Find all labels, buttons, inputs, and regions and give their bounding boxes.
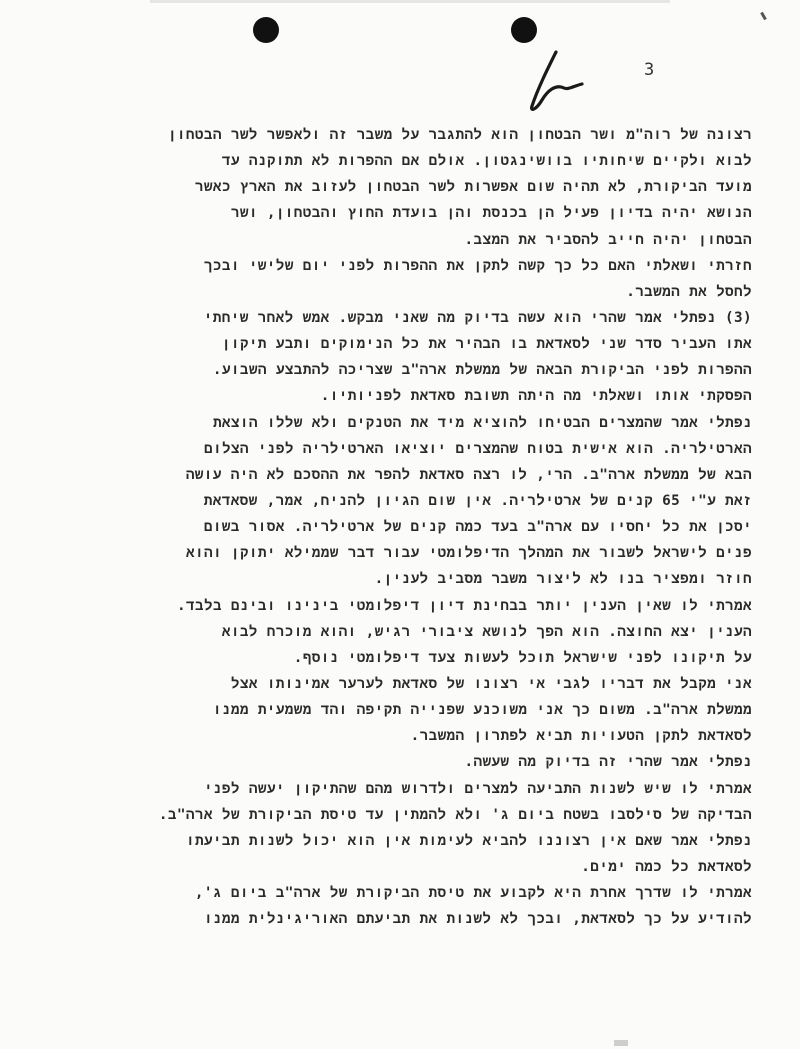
text-line: אמרתי לו שיש לשנות התביעה למצרים ולדרוש מהם שהתיקון יעשה לפני [203, 780, 752, 797]
text-line: ממשלת ארה"ב. משום כך אני משוכנע שפנייה תקיפה והד משמעית ממנו [212, 702, 752, 719]
text-line: רצונה של רוה"מ ושר הבטחון הוא להתגבר על משבר זה ולאפשר לשר הבטחון [167, 127, 752, 143]
text-line: חזרתי ושאלתי האם כל כך קשה לתקן את ההפרות לפני יום שלישי ובכך [203, 257, 752, 274]
text-line: אני מקבל את דבריו לגבי אי רצונו של סאדאת לערער אמינותו אצל [230, 675, 752, 692]
text-line: אמרתי לו שאין הענין יותר בבחינת דיון דיפלומטי בינינו ובינם בלבד. [177, 597, 752, 614]
handwritten-initial [516, 48, 606, 118]
text-line: הפסקתי אותו ושאלתי מה היתה תשובת סאדאת לפניותיו. [320, 388, 752, 405]
text-line: זאת ע"י 65 קנים של ארטילריה. אין שום הגיון להניח, אמר, שסאדאת [203, 492, 752, 509]
text-line: (3) נפתלי אמר שהרי הוא עשה בדיוק מה שאני מבקש. אמש לאחר שיחתי [203, 309, 752, 326]
text-line: הנושא יהיה בדיון פעיל הן בכנסת והן בועדת החוץ והבטחון, ושר [230, 205, 752, 222]
punch-hole [253, 17, 279, 43]
scan-artifact [614, 1040, 628, 1046]
text-line: הבא של ממשלת ארה"ב. הרי, לו רצה סאדאת להפר את ההסכם לא היה עושה [185, 466, 752, 483]
corner-mark [760, 12, 767, 20]
page-number: 3 [644, 60, 655, 80]
text-line: לחסל את המשבר. [626, 283, 752, 300]
text-line: הארטילריה. הוא אישית בטוח שהמצרים יוציאו הארטילריה לפני הצלום [203, 440, 752, 457]
text-line: להודיע על כך לסאדאת, ובכך לא לשנות את תביעתם האוריגינלית ממנו [203, 911, 752, 928]
text-line: מועד הביקורת, לא תהיה שום אפשרות לשר הבטחון לעזוב את הארץ כאשר [194, 179, 752, 196]
text-line: אתו העביר סדר שני לסאדאת בו הבהיר את כל הנימוקים ותבע תיקון [221, 336, 752, 353]
text-line: הבטחון יהיה חייב להסביר את המצב. [464, 231, 752, 248]
text-line: הבדיקה של סילסבו בשטח ביום ג' ולא להמתין עד טיסת הביקורת של ארה"ב. [158, 806, 752, 823]
text-line: לסאדאת כל כמה ימים. [581, 858, 752, 875]
text-line: יסכן את כל יחסיו עם ארה"ב בעד כמה קנים של ארטילריה. אסור בשום [203, 519, 752, 536]
punch-hole [511, 17, 537, 43]
text-line: לסאדאת לתקן הטעויות תביא לפתרון המשבר. [410, 728, 752, 745]
memo-body [52, 122, 752, 932]
text-line: נפתלי אמר שאם אין רצוננו להביא לעימות אין הוא יכול לשנות תביעתו [185, 832, 752, 849]
text-line: חוזר ומפציר בנו לא ליצור משבר מסביב לענין. [374, 571, 752, 588]
text-line: פנים לישראל לשבור את המהלך הדיפלומטי עבור דבר שממילא יתוקן והוא [186, 545, 752, 562]
text-line: לבוא ולקיים שיחותיו בוושינגטון. אולם אם ההפרות לא תתוקנה עד [221, 153, 752, 170]
text-line: הענין יצא החוצה. הוא הפך לנושא ציבורי רגיש, והוא מוכרח לבוא [221, 623, 752, 640]
text-line: ההפרות לפני הביקורת הבאה של ממשלת ארה"ב שצריכה להתבצע השבוע. [212, 362, 752, 379]
text-line: אמרתי לו שדרך אחרת היא לקבוע את טיסת הביקורת של ארה"ב ביום ג', [194, 885, 752, 902]
scan-artifact [150, 0, 670, 3]
text-line: נפתלי אמר שהרי זה בדיוק מה שעשה. [464, 754, 752, 771]
text-line: על תיקונו לפני שישראל תוכל לעשות צעד דיפלומטי נוסף. [293, 649, 752, 666]
text-line: נפתלי אמר שהמצרים הבטיחו להוציא מיד את הטנקים ולא שללו הוצאת [212, 414, 752, 431]
